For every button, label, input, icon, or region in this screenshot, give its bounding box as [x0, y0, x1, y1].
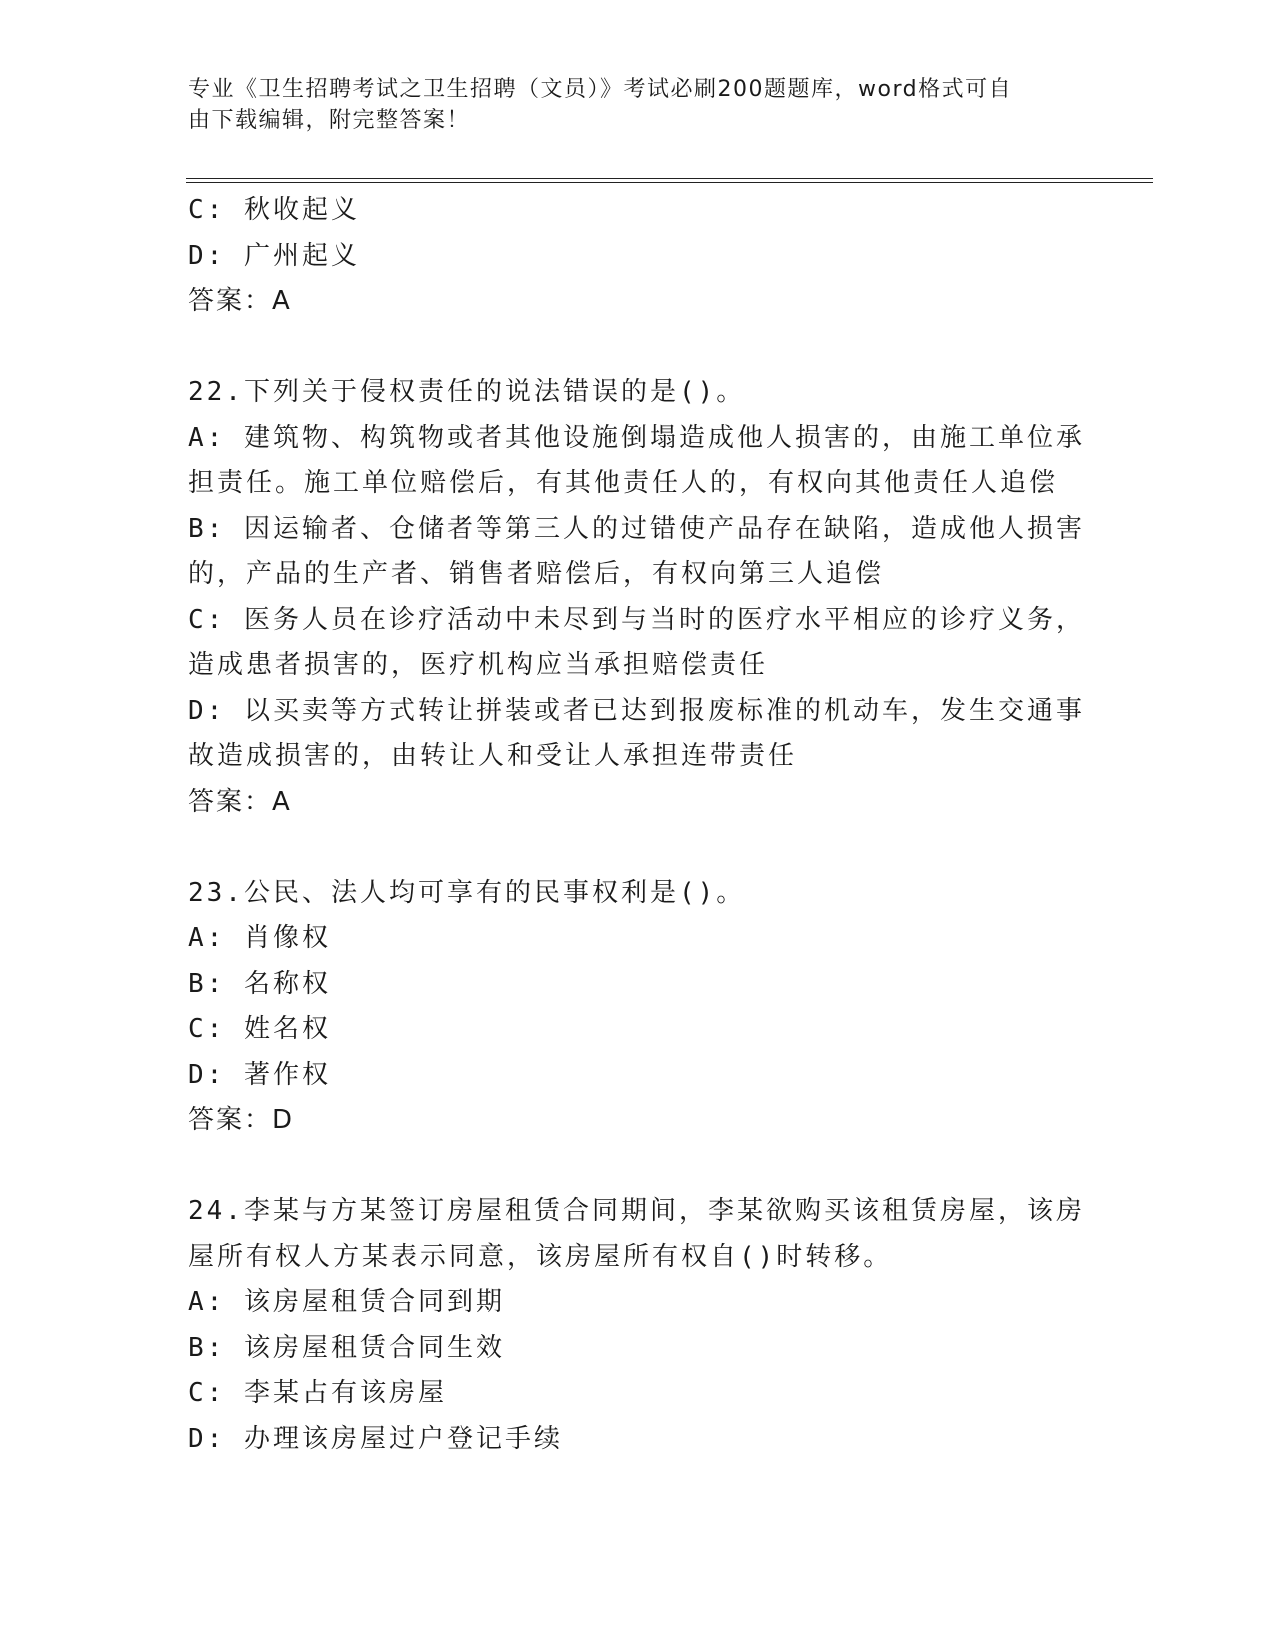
- q23-option-b: B: 名称权: [188, 968, 331, 999]
- q24-option-a: A: 该房屋租赁合同到期: [188, 1287, 505, 1317]
- q24-stem-line-1: 24.李某与方某签订房屋租赁合同期间，李某欲购买该租赁房屋，该房: [188, 1196, 1085, 1226]
- header-rule-bottom: [186, 182, 1153, 183]
- header-line-2: 由下载编辑，附完整答案！: [188, 108, 471, 133]
- q23-option-d: D: 著作权: [188, 1059, 331, 1090]
- q22-option-d-line-1: D: 以买卖等方式转让拼装或者已达到报废标准的机动车，发生交通事: [188, 695, 1085, 726]
- q22-option-d-line-2: 故造成损害的，由转让人和受让人承担连带责任: [188, 741, 798, 771]
- header-rule-top: [186, 178, 1153, 179]
- q23-stem: 23.公民、法人均可享有的民事权利是()。: [188, 877, 746, 908]
- document-header: [188, 74, 1088, 136]
- q24-option-c: C: 李某占有该房屋: [188, 1378, 447, 1408]
- header-line-1: 专业《卫生招聘考试之卫生招聘（文员）》考试必刷200题题库，word格式可自: [188, 77, 1013, 102]
- q21-answer: 答案：A: [188, 286, 292, 316]
- q21-option-d: D: 广州起义: [188, 240, 360, 271]
- q24-option-b: B: 该房屋租赁合同生效: [188, 1332, 505, 1363]
- q24-stem-line-2: 屋所有权人方某表示同意，该房屋所有权自()时转移。: [188, 1241, 893, 1272]
- q21-option-c: C: 秋收起义: [188, 195, 360, 225]
- q22-answer: 答案：A: [188, 786, 292, 817]
- q23-option-c: C: 姓名权: [188, 1014, 331, 1044]
- q23-option-a: A: 肖像权: [188, 923, 331, 953]
- q23-answer: 答案：D: [188, 1105, 295, 1135]
- question-spacer: [188, 1144, 1088, 1190]
- q22-option-c-line-2: 造成患者损害的，医疗机构应当承担赔偿责任: [188, 650, 769, 680]
- q22-option-b-line-1: B: 因运输者、仓储者等第三人的过错使产品存在缺陷，造成他人损害: [188, 513, 1085, 544]
- q22-option-a-line-2: 担责任。施工单位赔偿后，有其他责任人的，有权向其他责任人追偿: [188, 468, 1059, 498]
- question-spacer: [188, 325, 1088, 371]
- q22-option-b-line-2: 的，产品的生产者、销售者赔偿后，有权向第三人追偿: [188, 559, 885, 589]
- q22-option-a-line-1: A: 建筑物、构筑物或者其他设施倒塌造成他人损害的，由施工单位承: [188, 422, 1085, 453]
- q22-stem: 22.下列关于侵权责任的说法错误的是()。: [188, 377, 746, 407]
- question-content: [188, 188, 1088, 1462]
- question-spacer: [188, 825, 1088, 871]
- q22-option-c-line-1: C: 医务人员在诊疗活动中未尽到与当时的医疗水平相应的诊疗义务，: [188, 604, 1085, 635]
- q24-option-d: D: 办理该房屋过户登记手续: [188, 1423, 563, 1454]
